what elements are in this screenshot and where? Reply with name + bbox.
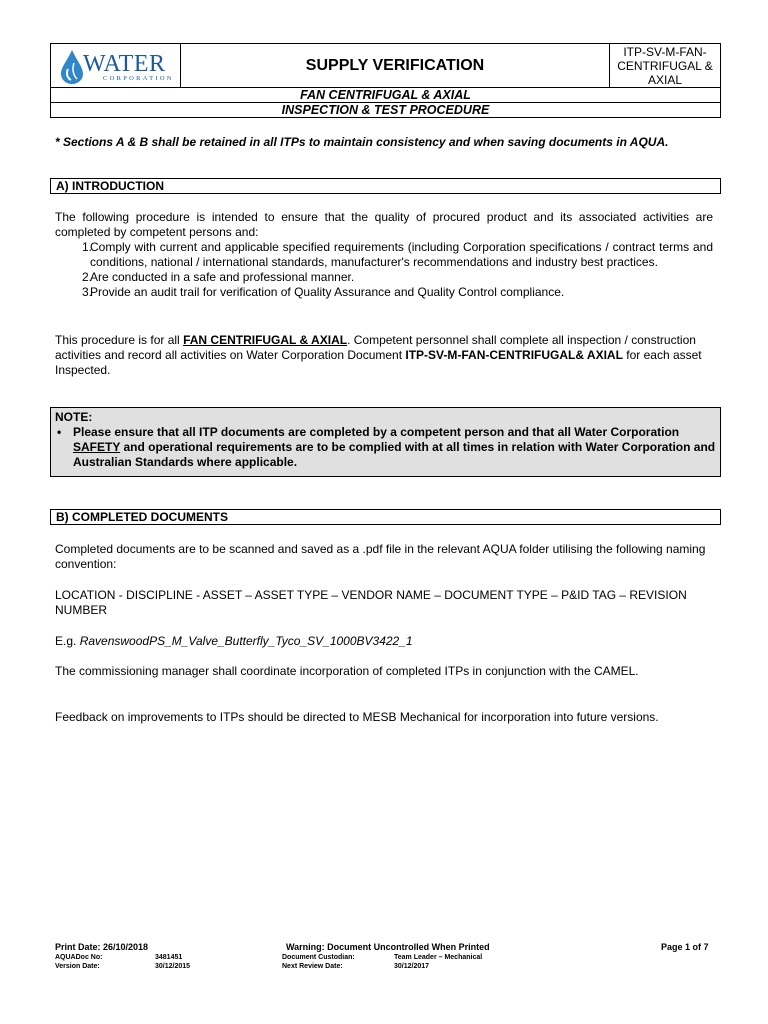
note-text: Please ensure that all ITP documents are completed by a competent person and that all Water Corporation: [73, 425, 680, 439]
section-b-heading: B) COMPLETED DOCUMENTS: [50, 509, 721, 525]
print-date: Print Date: 26/10/2018: [55, 942, 149, 952]
uncontrolled-warning: Warning: Document Uncontrolled When Printed: [286, 942, 490, 952]
list-item-text: Provide an audit trail for verification of Quality Assurance and Quality Control compliance.: [90, 285, 565, 299]
requirements-list: [55, 240, 713, 300]
list-item: 1. Comply with current and applicable specified requirements (including Corporation specifications / contract terms and conditions, national / international standards, manufacturer's recommendations and industry best practices.: [82, 240, 713, 269]
water-drop-icon: [59, 49, 85, 85]
logo-subtext: CORPORATION: [103, 75, 174, 82]
note-text: and operational requirements are to be complied with at all times in relation with Water Corporation and Australian Standards where applicable.: [73, 440, 716, 469]
version-date-label: Version Date:: [55, 963, 100, 970]
document-code: ITP-SV-M-FAN-CENTRIFUGAL & AXIAL: [609, 43, 721, 88]
naming-convention: LOCATION - DISCIPLINE - ASSET – ASSET TYPE – VENDOR NAME – DOCUMENT TYPE – P&ID TAG – REVISION NUMBER: [55, 588, 687, 617]
logo-cell: [50, 43, 181, 88]
naming-example: [55, 634, 713, 649]
document-title: SUPPLY VERIFICATION: [180, 43, 610, 88]
subtitle-procedure: INSPECTION & TEST PROCEDURE: [50, 102, 721, 118]
note-box: [50, 407, 721, 477]
note-bullet-item: [55, 425, 716, 470]
commissioning-paragraph: The commissioning manager shall coordinate incorporation of completed ITPs in conjunction with the CAMEL.: [55, 664, 639, 678]
review-date-value: 30/12/2017: [394, 963, 430, 970]
scope-paragraph: [55, 333, 713, 378]
section-a-heading: A) INTRODUCTION: [50, 178, 721, 194]
scope-text: This procedure is for all: [55, 333, 184, 347]
version-date-value: 30/12/2015: [155, 963, 191, 970]
section-a-intro: The following procedure is intended to ensure that the quality of procured product and its associated activities are completed by competent persons and:: [55, 210, 713, 239]
scope-text: . Competent personnel shall complete all inspection / construction activities and record all activities on Water Corporation Document: [55, 333, 696, 362]
aquadoc-label: AQUADoc No:: [55, 954, 103, 961]
retain-sections-note: * Sections A & B shall be retained in all ITPs to maintain consistency and when saving documents in AQUA.: [55, 135, 669, 149]
subtitle-asset: FAN CENTRIFUGAL & AXIAL: [50, 87, 721, 103]
water-corporation-logo: [59, 48, 175, 86]
logo-word: WATER: [83, 51, 166, 77]
list-item-text: Comply with current and applicable specified requirements (including Corporation specifications / contract terms and conditions, national / international standards, manufacturer's recommendations and industry best practices.: [90, 240, 713, 269]
scope-document-code: ITP-SV-M-FAN-CENTRIFUGAL& AXIAL: [405, 348, 623, 362]
list-item: 2. Are conducted in a safe and professional manner.: [82, 270, 355, 284]
bullet-icon: •: [57, 425, 62, 439]
feedback-paragraph: Feedback on improvements to ITPs should be directed to MESB Mechanical for incorporation into future versions.: [55, 710, 659, 724]
scope-asset-name: FAN CENTRIFUGAL & AXIAL: [183, 333, 348, 347]
scope-text: for each asset Inspected.: [55, 348, 702, 377]
example-prefix: E.g.: [55, 634, 80, 648]
section-b-naming-intro: Completed documents are to be scanned and saved as a .pdf file in the relevant AQUA folder utilising the following naming convention:: [55, 542, 706, 571]
custodian-label: Document Custodian:: [282, 954, 355, 961]
aquadoc-value: 3481451: [155, 954, 183, 961]
list-item-text: Are conducted in a safe and professional manner.: [90, 270, 355, 284]
example-filename: RavenswoodPS_M_Valve_Butterfly_Tyco_SV_1000BV3422_1: [79, 634, 413, 648]
page-footer: [55, 943, 715, 971]
list-item: 3. Provide an audit trail for verification of Quality Assurance and Quality Control compliance.: [82, 285, 565, 299]
review-date-label: Next Review Date:: [282, 963, 343, 970]
custodian-value: Team Leader – Mechanical: [394, 954, 483, 961]
note-safety-word: SAFETY: [73, 440, 121, 454]
page-number: Page 1 of 7: [661, 942, 709, 952]
note-title: NOTE:: [55, 410, 93, 424]
document-header: [50, 43, 721, 118]
